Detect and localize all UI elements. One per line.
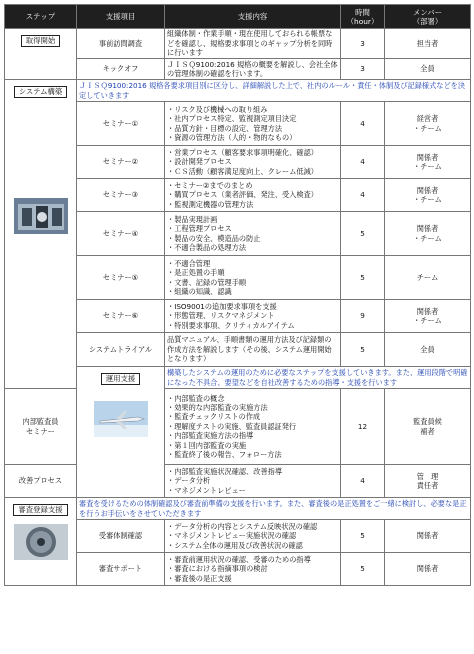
member-seminar-5: チーム: [385, 256, 471, 300]
bullet-item: ・ 内部監査実施方法の指導: [167, 431, 338, 440]
hours-kickoff: 3: [341, 59, 385, 80]
bullet-item: ・ 監査終了後の報告、フォロー方法: [167, 450, 338, 459]
hours-seminar-4: 5: [341, 212, 385, 256]
item-audit-support: 審査サポート: [77, 553, 165, 586]
bullet-item: ・ 内部監査実施状況確認、改善指導: [167, 467, 338, 476]
hours-pre-visit: 3: [341, 29, 385, 59]
bullet-item: ・ データ分析: [167, 476, 338, 485]
item-improvement-process: 改善プロセス: [5, 465, 77, 498]
content-audit-readiness: [165, 520, 341, 553]
hours-seminar-3: 4: [341, 179, 385, 212]
bullet-item: ・ リスク及び機械への取り組み: [167, 105, 338, 114]
step-start-cell: [5, 29, 77, 80]
bullet-item: ・ ISO9001の追加要求事項を支援: [167, 302, 338, 311]
bullet-item: ・ 品質方針・目標の設定、管理方法: [167, 124, 338, 133]
member-audit-support: 関係者: [385, 553, 471, 586]
table-header-row: [5, 5, 471, 29]
member-seminar-1: 経営者 ・チーム: [385, 102, 471, 146]
content-audit-support: [165, 553, 341, 586]
bullet-item: ・ セミナー②までのまとめ: [167, 181, 338, 190]
content-seminar-3: [165, 179, 341, 212]
hours-audit-readiness: 5: [341, 520, 385, 553]
bullet-item: ・ 効果的な内部監査の実施方法: [167, 403, 338, 412]
table-row: [5, 465, 471, 498]
hours-improvement-process: 4: [341, 465, 385, 498]
content-seminar-1: [165, 102, 341, 146]
item-internal-auditor-seminar: 内部監査員 セミナー: [5, 389, 77, 465]
content-kickoff: ＪＩＳＱ9100:2016 規格の概要を解説し、会社全体の管理体制の確認を行います。: [165, 59, 341, 80]
bullet-item: ・ 資源の管理方法（人的・物的なもの）: [167, 133, 338, 142]
content-seminar-4: [165, 212, 341, 256]
bullet-item: ・ 文書、記録の管理手順: [167, 278, 338, 287]
item-seminar-5: セミナー⑤: [77, 256, 165, 300]
bullet-item: ・ 設計開発プロセス: [167, 157, 338, 166]
item-seminar-1: セミナー①: [77, 102, 165, 146]
step-system-cell: [5, 80, 77, 389]
bullet-item: ・ 製品の安全、模造品の防止: [167, 234, 338, 243]
content-system-trial: 品質マニュアル、手順書類の運用方法及び記録類の作成方法を解説します（その後、システム運用開始となります）: [165, 333, 341, 367]
item-pre-visit: 事前訪問調査: [77, 29, 165, 59]
support-schedule-table: [4, 4, 471, 586]
item-seminar-4: セミナー④: [77, 212, 165, 256]
bullet-item: ・ 監査チェックリストの作成: [167, 412, 338, 421]
table-row: [5, 389, 471, 465]
hours-seminar-1: 4: [341, 102, 385, 146]
bullet-item: ・ 社内プロセス特定、監視測定項目決定: [167, 114, 338, 123]
step-label-system: システム構築: [14, 86, 68, 98]
bullet-item: ・ 内部監査の概念: [167, 394, 338, 403]
bullet-item: ・ 不適合製品の処理方法: [167, 243, 338, 252]
hours-seminar-2: 4: [341, 146, 385, 179]
bullet-item: ・ システム全体の運用及び改善状況の確認: [167, 541, 338, 550]
bullet-item: ・ マネジメントレビュー実施状況の確認: [167, 531, 338, 540]
header-content: 支援内容: [165, 5, 341, 29]
member-seminar-4: 関係者 ・チーム: [385, 212, 471, 256]
bullet-item: ・ ＣＳ活動（顧客満足度向上、クレーム低減）: [167, 167, 338, 176]
hours-seminar-5: 5: [341, 256, 385, 300]
step-label-start: 取得開始: [21, 35, 61, 47]
item-seminar-2: セミナー②: [77, 146, 165, 179]
bullet-item: ・ 形態管理、リスクマネジメント: [167, 311, 338, 320]
content-seminar-5: [165, 256, 341, 300]
item-seminar-6: セミナー⑥: [77, 300, 165, 333]
header-item: 支援項目: [77, 5, 165, 29]
audit-intro: 審査を受けるための体制確認及び審査前準備の支援を行います。また、審査後の是正処置をご一緒に検討し、必要な是正を行うお手伝いをさせていただきます: [77, 498, 471, 520]
hours-system-trial: 5: [341, 333, 385, 367]
hours-seminar-6: 9: [341, 300, 385, 333]
bullet-item: ・ 製品実現計画: [167, 215, 338, 224]
content-seminar-6: [165, 300, 341, 333]
header-step: ステップ: [5, 5, 77, 29]
member-kickoff: 全員: [385, 59, 471, 80]
member-pre-visit: 担当者: [385, 29, 471, 59]
bullet-item: ・ 審査前運用状況の確認、受審のための指導: [167, 555, 338, 564]
content-internal-auditor-seminar: [165, 389, 341, 465]
member-improvement-process: 管 理 責任者: [385, 465, 471, 498]
table-row: [5, 29, 471, 59]
bullet-item: ・ データ分析の内容とシステム反映状況の確認: [167, 522, 338, 531]
content-improvement-process: [165, 465, 341, 498]
bullet-item: ・ 是正処置の手順: [167, 268, 338, 277]
header-member: メンバー （部署）: [385, 5, 471, 29]
system-intro: ＪＩＳＱ9100:2016 規格各要求項目別に区分し、詳細解説した上で、社内のルール・責任・体制及び記録様式などを決定していきます: [77, 80, 471, 102]
member-seminar-2: 関係者 ・チーム: [385, 146, 471, 179]
bullet-item: ・ 工程管理プロセス: [167, 224, 338, 233]
table-row: [5, 80, 471, 102]
table-row: [5, 498, 471, 520]
item-seminar-3: セミナー③: [77, 179, 165, 212]
step-label-audit: 審査登録支援: [13, 504, 67, 516]
member-internal-auditor-seminar: 監査員候 補者: [385, 389, 471, 465]
member-audit-readiness: 関係者: [385, 520, 471, 553]
bullet-item: ・ 第１回内部監査の実施: [167, 441, 338, 450]
member-seminar-6: 関係者 ・チーム: [385, 300, 471, 333]
hours-internal-auditor-seminar: 12: [341, 389, 385, 465]
bullet-item: ・ 監視測定機器の管理方法: [167, 200, 338, 209]
item-kickoff: キックオフ: [77, 59, 165, 80]
item-system-trial: システムトライアル: [77, 333, 165, 367]
turbine-photo: [14, 524, 68, 560]
hours-audit-support: 5: [341, 553, 385, 586]
bullet-item: ・ 審査における指摘事項の検討: [167, 564, 338, 573]
bullet-item: ・ 不適合管理: [167, 259, 338, 268]
bullet-item: ・ 組織の知識、認識: [167, 287, 338, 296]
bullet-item: ・ 特別要求事項、クリティカルアイテム: [167, 321, 338, 330]
bullet-item: ・ 営業プロセス（顧客要求事項明確化、確認）: [167, 148, 338, 157]
header-hours: 時間 （hour）: [341, 5, 385, 29]
step-label-operation: 運用支援: [101, 373, 141, 385]
jet-engine-photo: [14, 198, 68, 234]
bullet-item: ・ 審査後の是正支援: [167, 574, 338, 583]
aircraft-sky-photo: [94, 401, 148, 437]
member-seminar-3: 関係者 ・チーム: [385, 179, 471, 212]
step-operation-cell: [77, 367, 165, 498]
step-audit-cell: [5, 498, 77, 586]
operation-intro: 構築したシステムの運用のために必要なステップを支援していきます。また、運用段階で明確になった不具合、要望などを自社改善するための指導・支援を行います: [165, 367, 471, 389]
bullet-item: ・ 理解度テストの実施、監査員認証発行: [167, 422, 338, 431]
content-pre-visit: 組織体制・作業手順・現在使用しておられる帳票などを確認し、規格要求事項とのギャップ分析を同時に行います: [165, 29, 341, 59]
bullet-item: ・ マネジメントレビュー: [167, 486, 338, 495]
bullet-item: ・ 購買プロセス（業者評価、発注、受入検査）: [167, 190, 338, 199]
member-system-trial: 全員: [385, 333, 471, 367]
item-audit-readiness: 受審体制確認: [77, 520, 165, 553]
content-seminar-2: [165, 146, 341, 179]
